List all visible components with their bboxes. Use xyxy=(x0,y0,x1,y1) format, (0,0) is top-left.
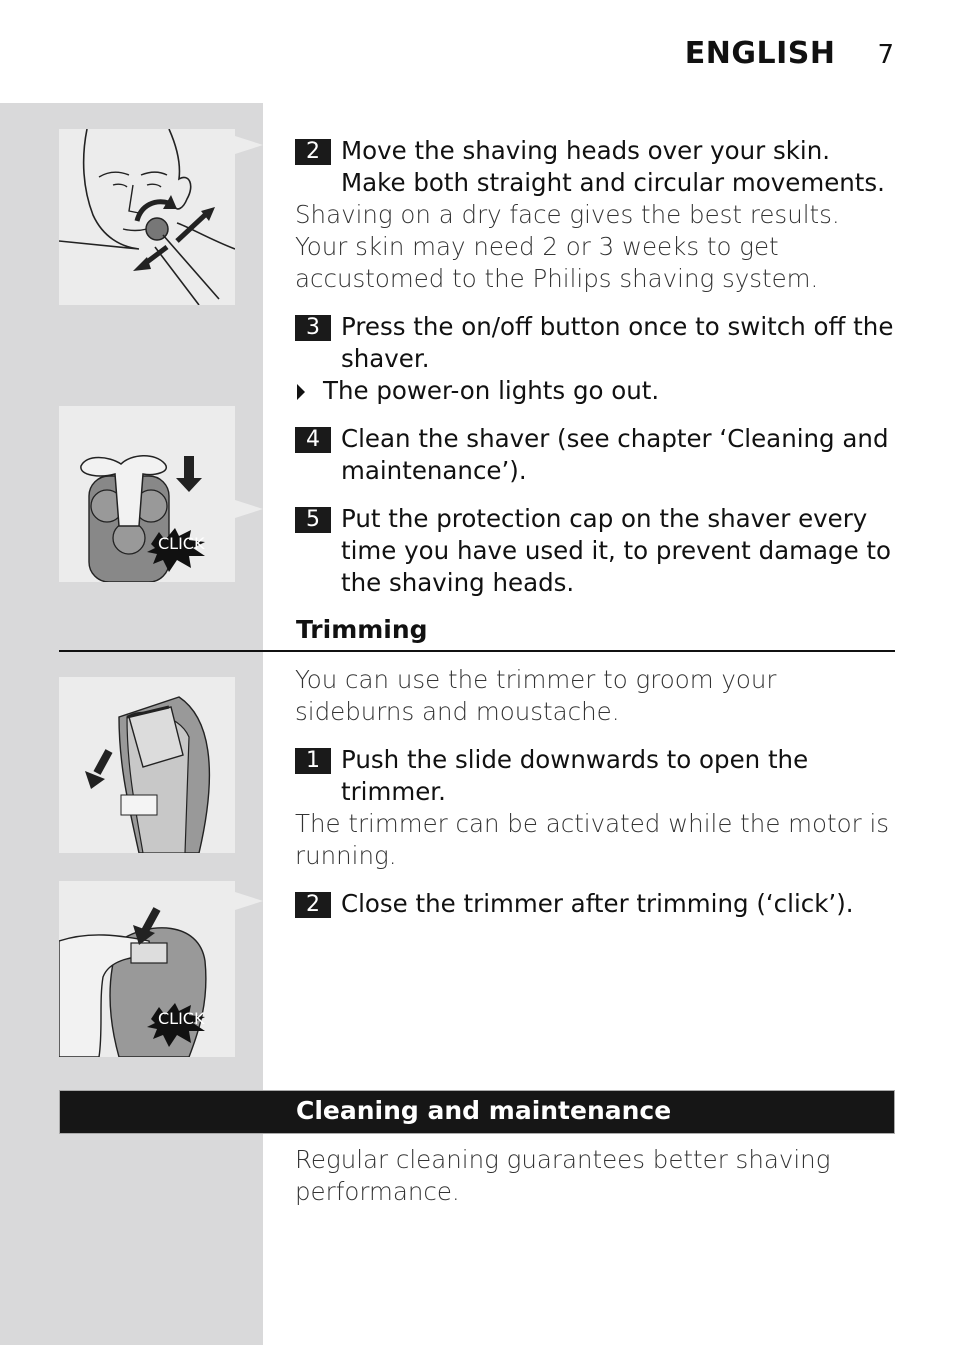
result-text: The power-on lights go out. xyxy=(323,376,660,405)
trim-step-2 xyxy=(295,888,895,920)
step-number: 5 xyxy=(295,507,331,533)
figure-shaving-face xyxy=(59,129,235,305)
trimming-heading: Trimming xyxy=(296,615,428,644)
trim-step-1 xyxy=(295,744,895,808)
step-text: Put the protection cap on the shaver every time you have used it, to prevent damage to the shaving heads. xyxy=(341,504,892,597)
step-2-note-2: Your skin may need 2 or 3 weeks to get accustomed to the Philips shaving system. xyxy=(295,232,819,293)
step-number: 2 xyxy=(295,139,331,165)
click-label: CLICK xyxy=(158,1009,205,1028)
step-4 xyxy=(295,423,895,487)
click-label: CLICK xyxy=(158,534,205,553)
figure-trimmer-close xyxy=(59,881,235,1057)
figure-protection-cap xyxy=(59,406,235,582)
language-label: ENGLISH xyxy=(684,36,836,71)
step-text: Close the trimmer after trimming (‘click’). xyxy=(341,889,854,918)
step-text: Move the shaving heads over your skin. Make both straight and circular movements. xyxy=(341,136,885,197)
step-5 xyxy=(295,503,895,599)
page-number: 7 xyxy=(877,40,894,70)
step-3-result xyxy=(295,375,895,407)
step-number: 1 xyxy=(295,748,331,774)
step-text: Push the slide downwards to open the trimmer. xyxy=(341,745,809,806)
step-number: 3 xyxy=(295,315,331,341)
cleaning-heading-bar xyxy=(59,1090,895,1134)
result-arrow-icon xyxy=(297,384,305,400)
cleaning-heading: Cleaning and maintenance xyxy=(296,1096,672,1125)
figure-trimmer-open xyxy=(59,677,235,853)
step-text: Press the on/off button once to switch off the shaver. xyxy=(341,312,894,373)
cleaning-intro: Regular cleaning guarantees better shaving performance. xyxy=(295,1145,831,1206)
step-text: Clean the shaver (see chapter ‘Cleaning and maintenance’). xyxy=(341,424,889,485)
step-3 xyxy=(295,311,895,375)
page-header xyxy=(685,36,894,71)
section-divider xyxy=(59,650,895,652)
figure-pointer xyxy=(235,892,263,910)
trimming-steps xyxy=(295,664,895,920)
figure-pointer xyxy=(235,136,263,154)
trimming-intro: You can use the trimmer to groom your sideburns and moustache. xyxy=(295,665,777,726)
trim-step-1-note: The trimmer can be activated while the motor is running. xyxy=(295,809,890,870)
step-number: 2 xyxy=(295,892,331,918)
shaving-steps xyxy=(295,135,895,599)
cleaning-section xyxy=(295,1144,895,1208)
step-2-note-1: Shaving on a dry face gives the best results. xyxy=(295,200,840,229)
figure-pointer xyxy=(235,500,263,518)
step-2 xyxy=(295,135,895,199)
step-number: 4 xyxy=(295,427,331,453)
